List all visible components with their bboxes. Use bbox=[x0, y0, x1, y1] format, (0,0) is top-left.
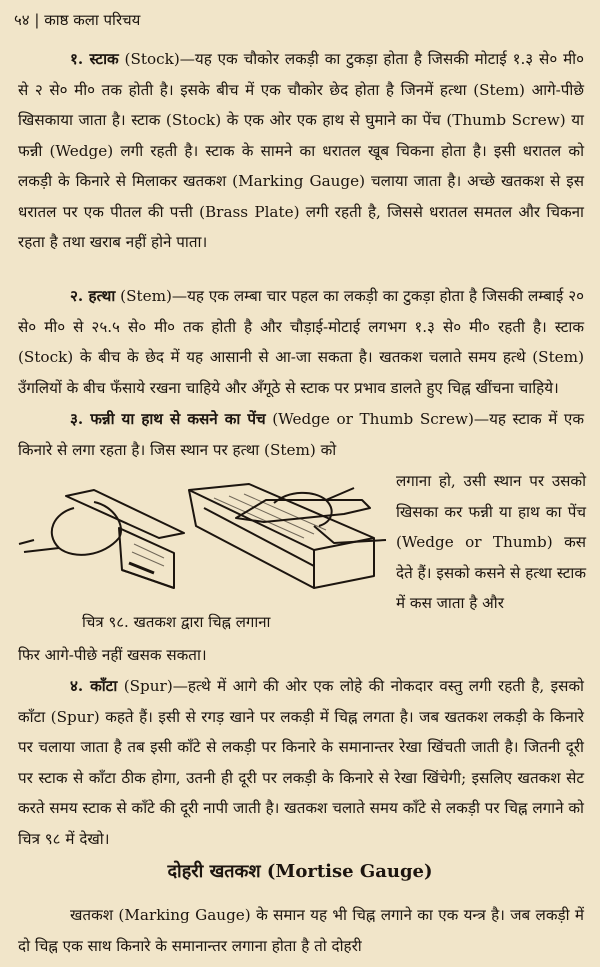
paragraph-stock bbox=[18, 44, 584, 258]
wedge-end-text: फिर आगे-पीछे नहीं खसक सकता। bbox=[18, 646, 207, 664]
stem-title: २. हत्था bbox=[70, 287, 116, 305]
stock-text: (Stock)—यह एक चौकोर लकड़ी का टुकड़ा होता है जिसकी मोटाई १.३ से० मी० से २ से० मी० तक होती है। इसके बीच में एक चौकोर छेद होता है जिनमें हत्था (Stem) आगे-पीछे खिसकाया जाता है। स्टाक (Stock) के एक ओर एक हाथ से घुमाने का पेंच (Thumb Screw) या फन्नी (Wedge) लगी रहती है। स्टाक के सामने का धरातल खूब चिकना होता है। इसी धरातल को लकड़ी के किनारे से मिलाकर खतकश (Marking Gauge) चलाया जाता है। अच्छे खतकश से इस धरातल पर एक पीतल की पत्ती (Brass Plate) लगी रहती है, जिससे धरातल समतल और चिकना रहता है तथा खराब नहीं होने पाता। bbox=[18, 50, 584, 251]
spur-title: ४. काँटा bbox=[70, 677, 118, 695]
marking-gauge-illustration bbox=[14, 478, 392, 608]
wedge-text: (Wedge or Thumb Screw)—यह स्टाक में एक किनारे से लगा रहता है। जिस स्थान पर हत्था (Stem) को bbox=[18, 410, 584, 459]
paragraph-wedge bbox=[18, 404, 584, 465]
section-heading: दोहरी खतकश (Mortise Gauge) bbox=[167, 861, 433, 882]
stem-text: (Stem)—यह एक लम्बा चार पहल का लकड़ी का टुकड़ा होता है जिसकी लम्बाई २० से० मी० से २५.५ से० मी० तक होती है और चौड़ाई-मोटाई लगभग १.३ से० मी० रहती है। स्टाक (Stock) के बीच के छेद में यह आसानी से आ-जा सकता है। खतकश चलाते समय हत्थे (Stem) उँगलियों के बीच फँसाये रखना चाहिये और अँगूठे से स्टाक पर प्रभाव डालते हुए चिह्न खींचना चाहिये। bbox=[18, 287, 584, 397]
paragraph-stem bbox=[18, 281, 584, 403]
wedge-side-text: लगाना हो, उसी स्थान पर उसको खिसका कर फन्नी या हाथ का पेंच (Wedge or Thumb) कस देते हैं। इसको कसने से हत्था स्टाक में कस जाता है और bbox=[396, 472, 586, 612]
spur-text: (Spur)—हत्थे में आगे की ओर एक लोहे की नोकदार वस्तु लगी रहती है, इसको काँटा (Spur) कहते हैं। इसी से रगड़ खाने पर लकड़ी में चिह्न लगता है। जब खतकश लकड़ी के किनारे पर चलाया जाता है तब इसी काँटे से लकड़ी पर किनारे के समानान्तर रेखा खिंचती जाती है। जितनी दूरी पर स्टाक से काँटा ठीक होगा, उतनी ही दूरी पर लकड़ी के किनारे से रेखा खिंचेगी; इसलिए खतकश सेट करते समय स्टाक से काँटे की दूरी नापी जाती है। खतकश चलाते समय काँटे से लकड़ी पर चिह्न लगाने को चित्र ९८ में देखो। bbox=[18, 677, 584, 848]
figure-caption: चित्र ९८. खतकश द्वारा चिह्न लगाना bbox=[82, 613, 271, 631]
page-header: ५४ | काष्ठ कला परिचय bbox=[14, 11, 141, 29]
figure-marking-gauge bbox=[14, 478, 392, 608]
paragraph-spur bbox=[18, 671, 584, 854]
wedge-title: ३. फन्नी या हाथ से कसने का पेंच bbox=[70, 410, 266, 428]
paragraph-mortise: खतकश (Marking Gauge) के समान यह भी चिह्न लगाने का एक यन्त्र है। जब लकड़ी में दो चिह्न एक साथ किनारे के समानान्तर लगाना होता है तो दोहरी bbox=[18, 906, 584, 955]
stock-title: १. स्टाक bbox=[70, 50, 119, 68]
